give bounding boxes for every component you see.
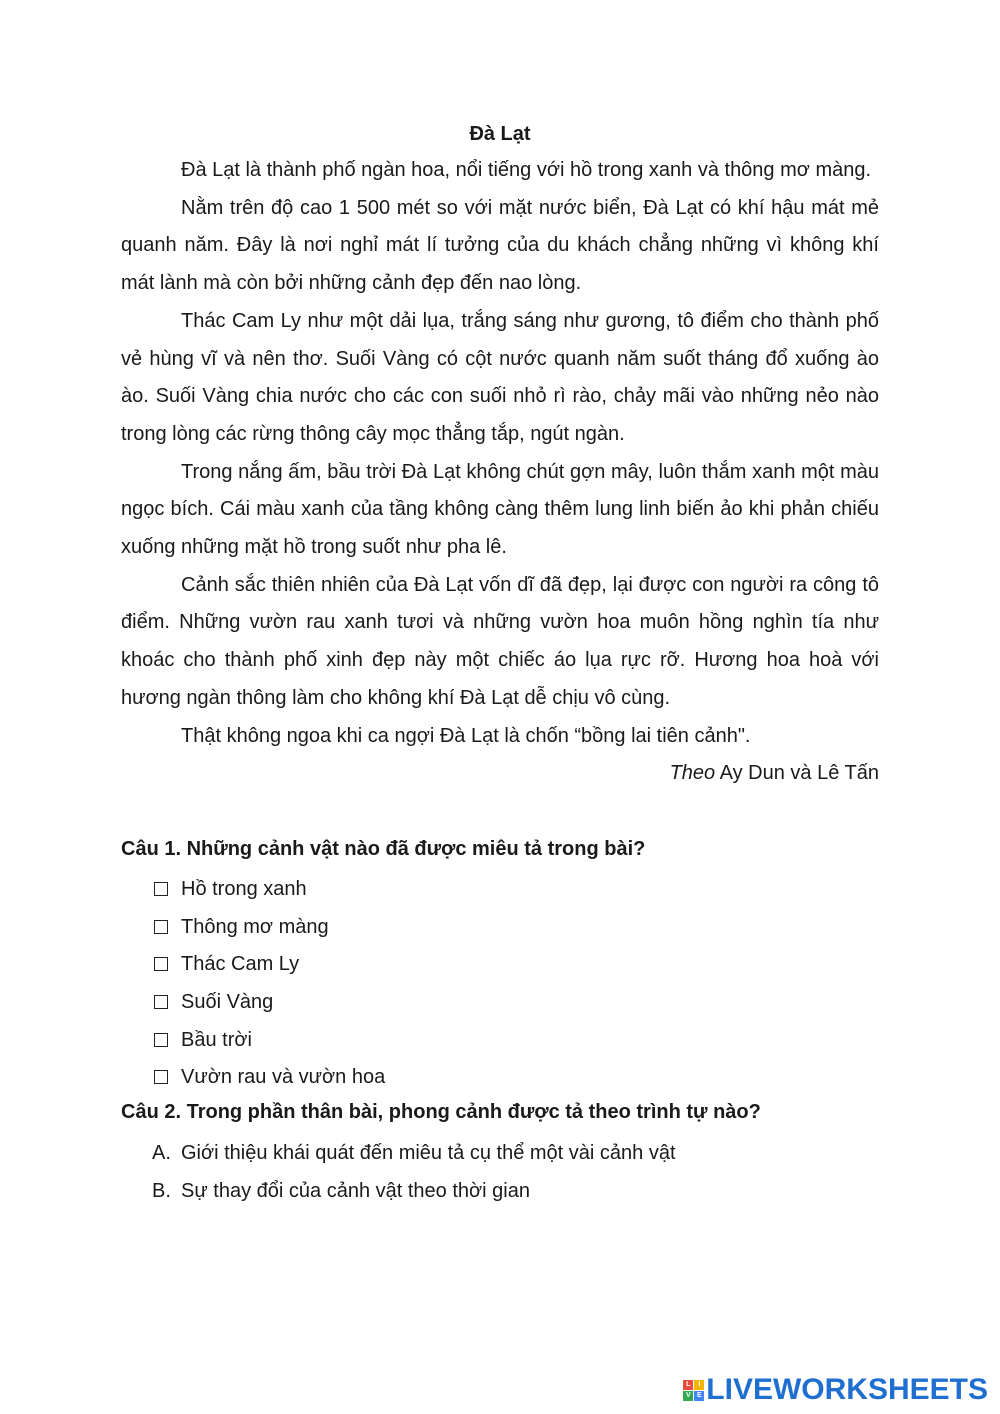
option-label: Bầu trời <box>181 1028 252 1051</box>
source-prefix: Theo <box>669 762 716 785</box>
logo-mark-icon <box>683 1380 704 1401</box>
option-text: Giới thiệu khái quát đến miêu tả cụ thể một vài cảnh vật <box>181 1141 676 1164</box>
logo-mark-letter: E <box>694 1391 704 1401</box>
checkbox[interactable] <box>154 995 168 1009</box>
answer-option-b[interactable] <box>152 1172 872 1210</box>
checkbox[interactable] <box>154 882 168 896</box>
logo-mark-letter: L <box>683 1380 693 1390</box>
checkbox[interactable] <box>154 1070 168 1084</box>
option-checkbox-item[interactable] <box>152 870 872 908</box>
page-title: Đà Lạt <box>469 123 531 145</box>
source-credit <box>121 755 879 793</box>
option-letter: A. <box>152 1141 171 1164</box>
answer-option-a[interactable] <box>152 1134 872 1172</box>
question-2-options <box>152 1134 872 1209</box>
paragraph: Thật không ngoa khi ca ngợi Đà Lạt là chốn “bồng lai tiên cảnh". <box>181 724 751 747</box>
option-label: Hồ trong xanh <box>181 877 307 900</box>
source-authors: Ay Dun và Lê Tấn <box>719 762 879 785</box>
reading-passage <box>121 152 879 793</box>
option-checkbox-item[interactable] <box>152 1021 872 1059</box>
paragraph: Trong nắng ấm, bầu trời Đà Lạt không chút gợn mây, luôn thắm xanh một màu ngọc bích. Cái màu xanh của tầng không càng thêm lung linh biến ảo khi phản chiếu xuống những mặt hồ trong suốt như pha lê. <box>121 460 879 559</box>
option-text: Sự thay đổi của cảnh vật theo thời gian <box>181 1179 530 1202</box>
paragraph: Thác Cam Ly như một dải lụa, trắng sáng như gương, tô điểm cho thành phố vẻ hùng vĩ và nên thơ. Suối Vàng có cột nước quanh năm suốt tháng đổ xuống ào ào. Suối Vàng chia nước cho các con suối nhỏ rì rào, chảy mãi vào những nẻo nào trong lòng các rừng thông cây mọc thẳng tắp, ngút ngàn. <box>121 309 879 445</box>
checkbox[interactable] <box>154 920 168 934</box>
checkbox[interactable] <box>154 1033 168 1047</box>
logo-mark-letter: I <box>694 1380 704 1390</box>
option-checkbox-item[interactable] <box>152 945 872 983</box>
checkbox[interactable] <box>154 957 168 971</box>
option-letter: B. <box>152 1179 171 1202</box>
option-checkbox-item[interactable] <box>152 908 872 946</box>
paragraph: Đà Lạt là thành phố ngàn hoa, nổi tiếng với hồ trong xanh và thông mơ màng. <box>181 159 872 181</box>
question-2: Câu 2. Trong phần thân bài, phong cảnh được tả theo trình tự nào? <box>121 1101 761 1123</box>
paragraph: Nằm trên độ cao 1 500 mét so với mặt nước biển, Đà Lạt có khí hậu mát mẻ quanh năm. Đây là nơi nghỉ mát lí tưởng của du khách chẳng những vì không khí mát lành mà còn bởi những cảnh đẹp đến nao lòng. <box>121 196 879 295</box>
logo-mark-letter: V <box>683 1391 693 1401</box>
question-1: Câu 1. Những cảnh vật nào đã được miêu tả trong bài? <box>121 838 646 860</box>
question-1-options <box>152 870 872 1096</box>
logo-text: LIVEWORKSHEETS <box>706 1373 988 1406</box>
option-checkbox-item[interactable] <box>152 1058 872 1096</box>
option-label: Thác Cam Ly <box>181 953 300 976</box>
option-label: Thông mơ màng <box>181 915 329 938</box>
liveworksheets-logo <box>683 1373 988 1407</box>
option-label: Suối Vàng <box>181 990 274 1013</box>
paragraph: Cảnh sắc thiên nhiên của Đà Lạt vốn dĩ đã đẹp, lại được con người ra công tô điểm. Những vườn rau xanh tươi và những vườn hoa muôn hồng nghìn tía như khoác cho thành phố xinh đẹp này một chiếc áo lụa rực rỡ. Hương hoa hoà với hương ngàn thông làm cho không khí Đà Lạt dễ chịu vô cùng. <box>121 573 879 709</box>
option-checkbox-item[interactable] <box>152 983 872 1021</box>
option-label: Vườn rau và vườn hoa <box>181 1066 386 1089</box>
